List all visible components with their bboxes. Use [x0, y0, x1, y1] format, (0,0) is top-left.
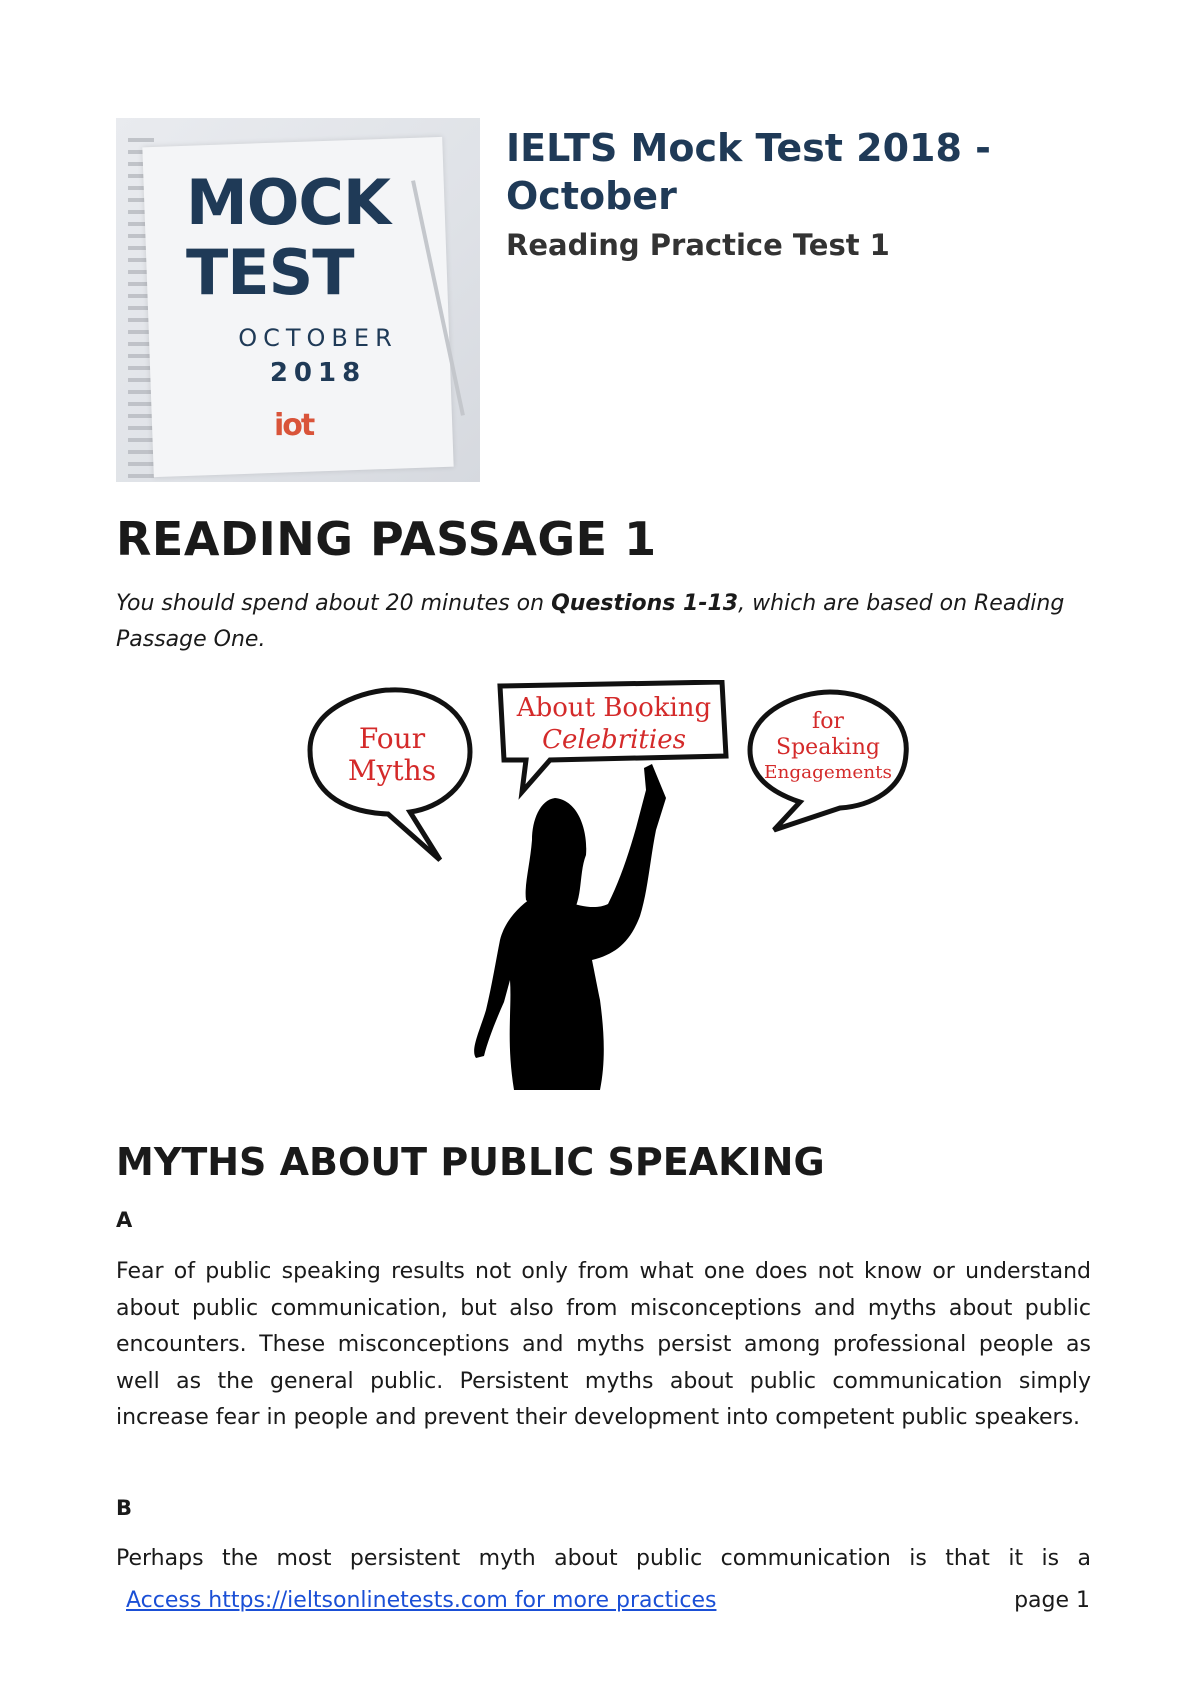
section-b-paragraph: Perhaps the most persistent myth about public communication is that it is a — [116, 1546, 1091, 1571]
iot-logo — [274, 408, 313, 443]
section-a-paragraph: Fear of public speaking results not only from what one does not know or understand about public communication, but also from misconceptions and myths about public encounters. These misconceptions and myths persist among professional people as well as the general public. Persistent myths about public communication simply increase fear in people and prevent their development into competent public speakers. — [116, 1259, 1091, 1430]
bubble-four-myths — [310, 690, 470, 860]
practice-site-link[interactable]: Access https://ieltsonlinetests.com for more practices — [126, 1588, 717, 1613]
bubble1-line2: Myths — [347, 754, 437, 787]
section-b-label: B — [116, 1496, 133, 1520]
bubble3-line2: Speaking — [776, 735, 880, 760]
instruction-questions: Questions 1-13 — [551, 591, 739, 616]
bubble-about-booking — [500, 682, 726, 792]
cover-line-test: TEST — [186, 236, 354, 309]
bubble3-line1: for — [812, 709, 844, 734]
mock-test-cover-image — [116, 118, 480, 482]
cover-year: 2018 — [269, 358, 367, 388]
passage-heading: READING PASSAGE 1 — [116, 512, 657, 566]
cover-heading — [186, 168, 446, 308]
page-subtitle: Reading Practice Test 1 — [506, 228, 890, 262]
cover-line-mock: MOCK — [186, 166, 390, 239]
passage-instruction — [116, 586, 1096, 658]
instruction-pre: You should spend about 20 minutes on — [116, 591, 552, 616]
logo-text: iot — [274, 408, 314, 443]
page-title: IELTS Mock Test 2018 - October — [506, 126, 991, 218]
bubble3-line3: Engagements — [764, 762, 892, 783]
bubble1-line1: Four — [358, 722, 426, 755]
instruction-post: , which are based on Reading Passage One. — [116, 591, 1065, 652]
bubble2-line1: About Booking — [516, 693, 712, 723]
page-number: page 1 — [1014, 1588, 1090, 1613]
article-heading: MYTHS ABOUT PUBLIC SPEAKING — [116, 1140, 825, 1184]
cover-month: OCTOBER — [238, 324, 398, 352]
speech-bubbles-illustration — [300, 680, 920, 1100]
section-a-label: A — [116, 1208, 133, 1232]
woman-silhouette — [474, 764, 666, 1090]
bubble2-line2: Celebrities — [542, 725, 686, 755]
bubble-speaking-engagements — [750, 692, 906, 830]
